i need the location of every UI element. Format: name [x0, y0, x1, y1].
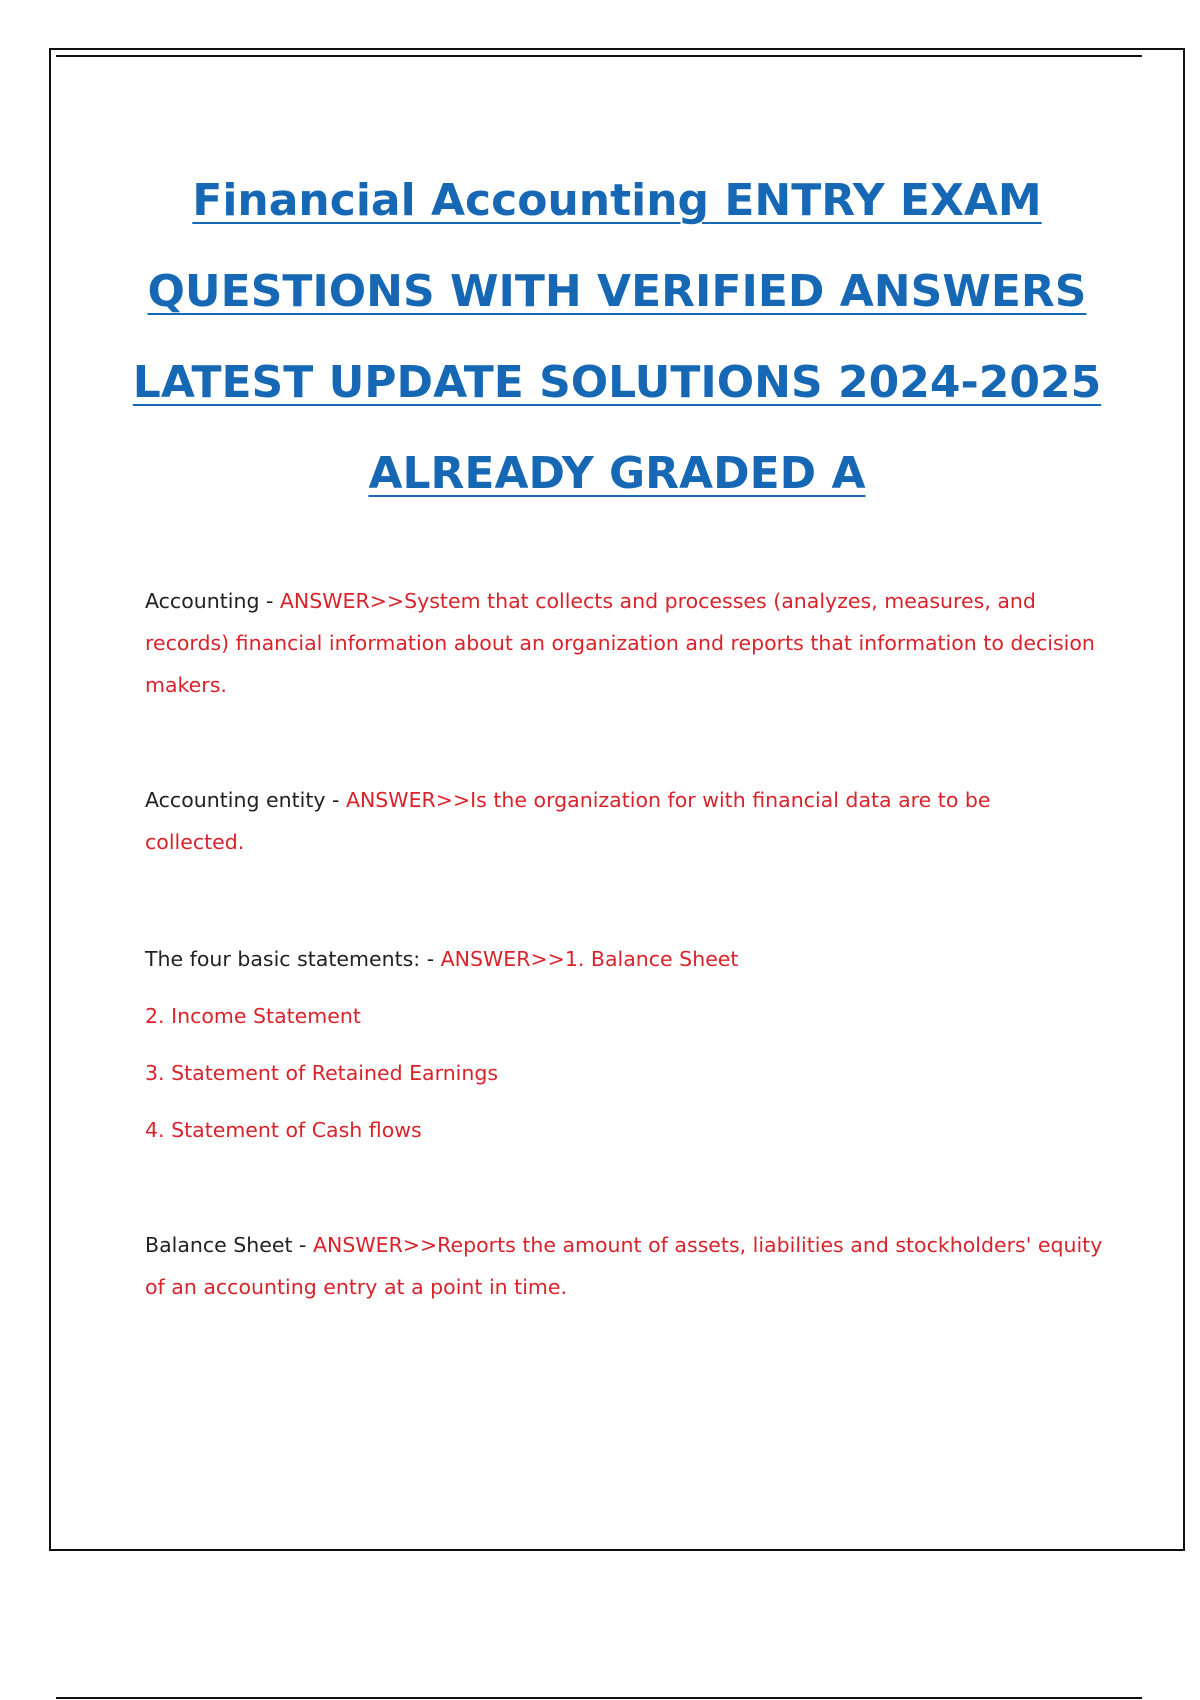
qa-answer: ANSWER>>Reports the amount of assets, liabilities and stockholders' equity — [312, 1233, 1103, 1257]
title-line: QUESTIONS WITH VERIFIED ANSWERS — [147, 266, 1087, 317]
qa-term: Accounting - — [145, 589, 280, 613]
qa-answer: of an accounting entry at a point in time. — [145, 1275, 567, 1299]
qa-term: The four basic statements: - — [145, 947, 441, 971]
qa-answer: ANSWER>>System that collects and processes (analyzes, measures, and — [279, 589, 1036, 613]
qa-line — [145, 931, 1095, 988]
qa-answer: makers. — [145, 673, 227, 697]
list-item: 3. Statement of Retained Earnings — [145, 1061, 499, 1085]
qa-answer: collected. — [145, 830, 245, 854]
qa-answer: ANSWER>>1. Balance Sheet — [440, 947, 739, 971]
document-title — [49, 155, 1185, 519]
qa-term: Accounting entity - — [145, 788, 346, 812]
qa-entry-accounting-entity — [145, 779, 1095, 863]
qa-entry-accounting — [145, 580, 1095, 706]
qa-answer: records) financial information about an organization and reports that information to decision — [145, 631, 1095, 655]
qa-term: Balance Sheet - — [145, 1233, 313, 1257]
title-line: LATEST UPDATE SOLUTIONS 2024-2025 — [132, 357, 1102, 408]
qa-answer: ANSWER>>Is the organization for with financial data are to be — [345, 788, 991, 812]
list-item: 4. Statement of Cash flows — [145, 1118, 422, 1142]
qa-line — [145, 580, 1095, 622]
qa-entry-balance-sheet — [145, 1224, 1103, 1308]
qa-entry-four-statements — [145, 931, 1095, 1159]
bottom-rule — [56, 1697, 1142, 1699]
title-line: ALREADY GRADED A — [368, 448, 866, 499]
list-item: 2. Income Statement — [145, 1004, 361, 1028]
qa-line — [145, 1224, 1103, 1266]
qa-line — [145, 779, 1095, 821]
top-rule — [56, 55, 1142, 57]
title-line: Financial Accounting ENTRY EXAM — [192, 175, 1042, 226]
